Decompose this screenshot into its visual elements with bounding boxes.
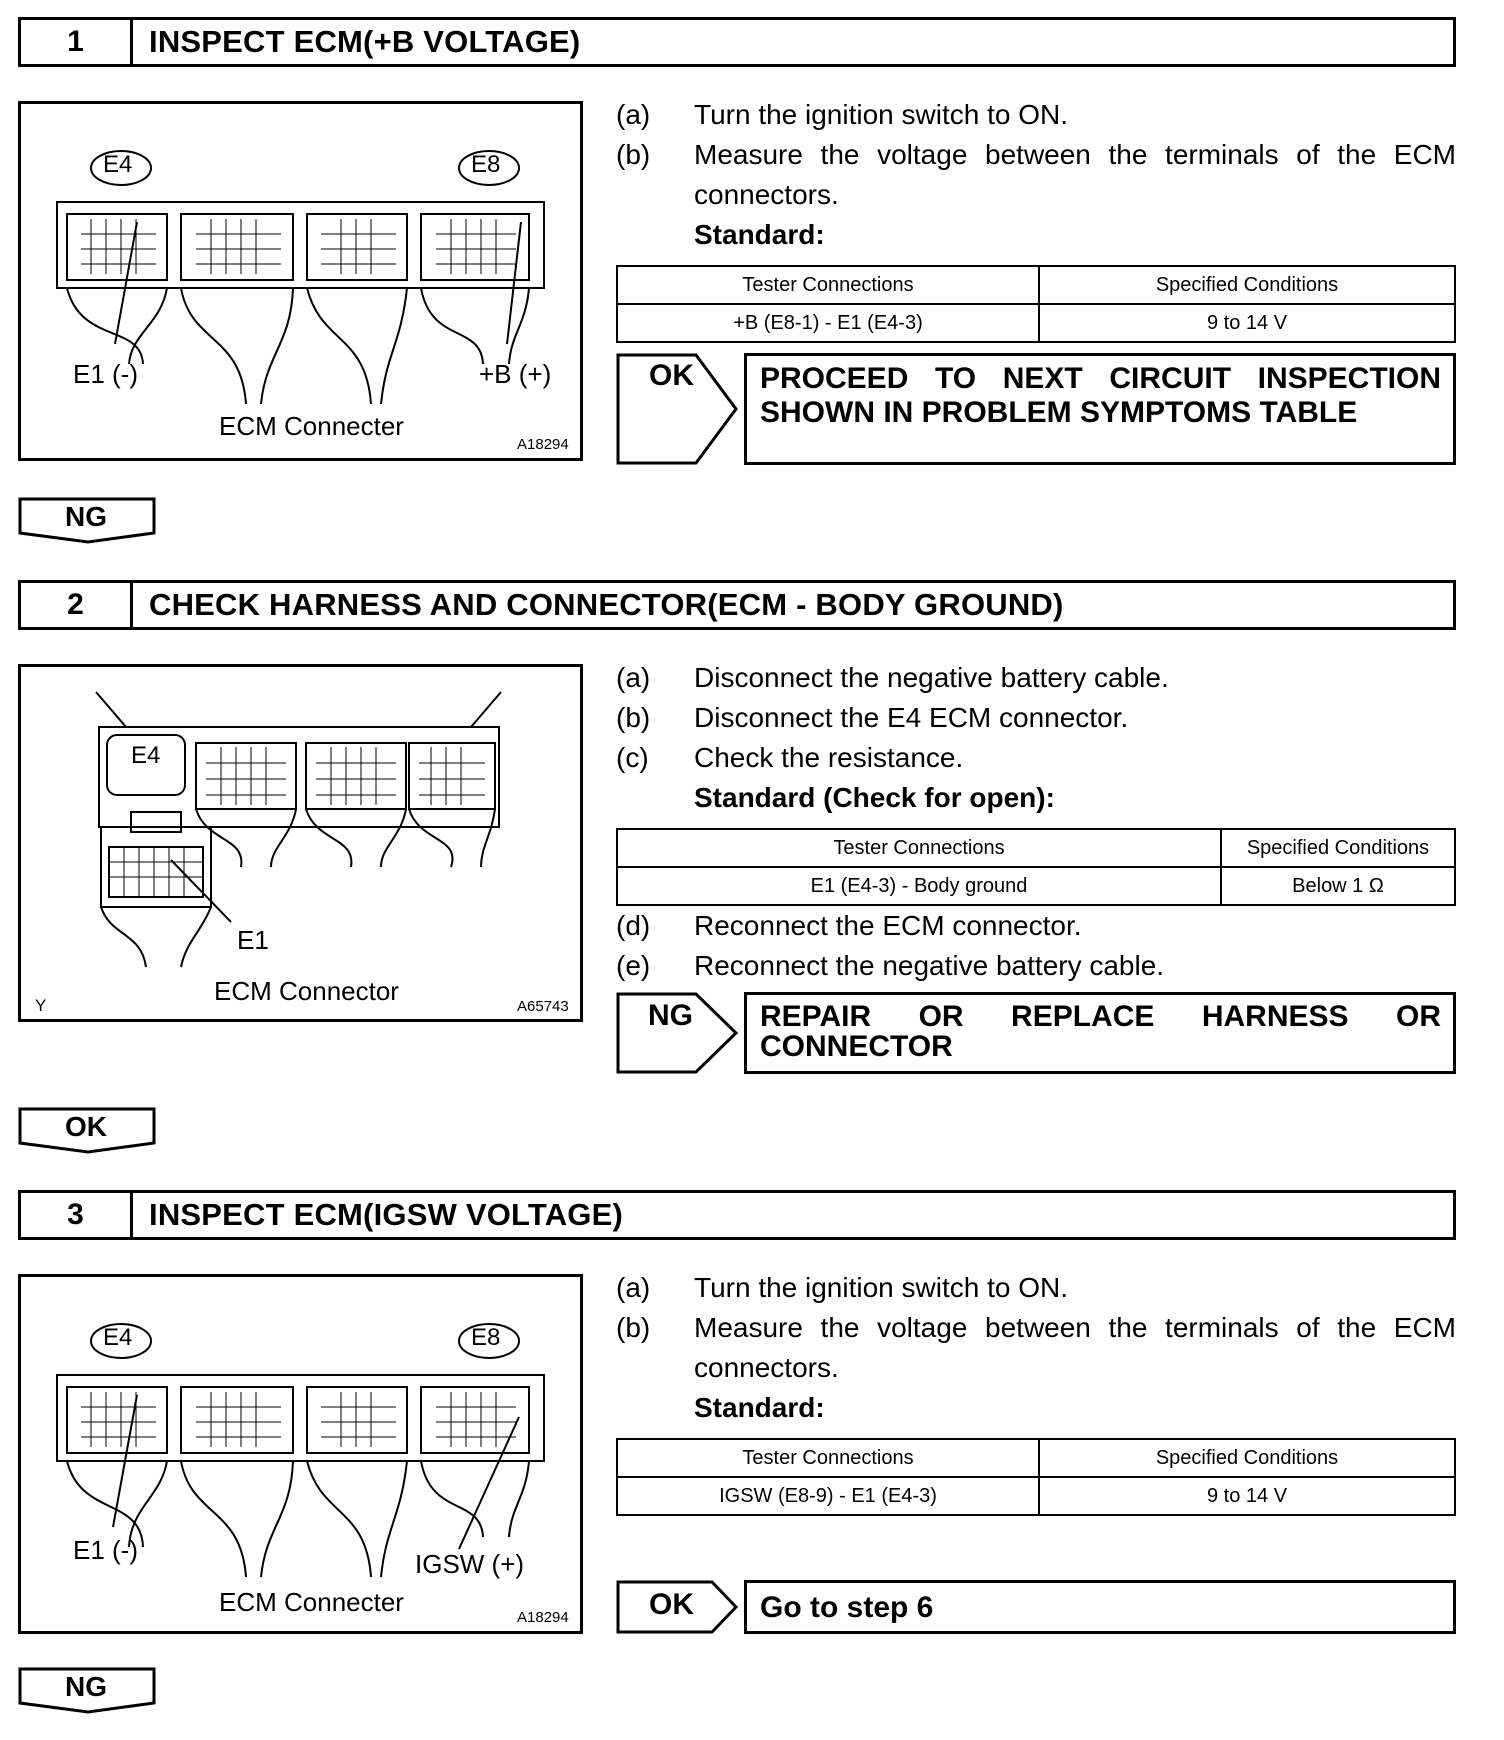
left-probe-label: E1 (-) [73, 1535, 138, 1565]
table-header: Tester Connections [617, 1439, 1039, 1477]
table-header: Tester Connections [617, 266, 1039, 304]
step-title: INSPECT ECM(+B VOLTAGE) [149, 24, 581, 59]
step-2-instruction-d: (d) Reconnect the ECM connector. [616, 910, 1082, 941]
figure-code: A65743 [517, 998, 569, 1015]
table-header: Tester Connections [617, 829, 1221, 867]
table-row [617, 867, 1455, 905]
result-box [744, 1580, 1456, 1634]
result-tag: OK [649, 359, 694, 392]
step-1-header [18, 17, 1456, 67]
standard-label: Standard: [694, 219, 825, 250]
spec-table [616, 265, 1456, 343]
table-row [617, 1477, 1455, 1515]
table-row [617, 304, 1455, 342]
result-tag: NG [648, 999, 693, 1032]
figure-caption: ECM Connector [214, 976, 399, 1006]
ecm-body-ground-diagram [21, 667, 586, 1025]
result-text-line1: PROCEED TO NEXT CIRCUIT INSPECTION [760, 362, 1441, 395]
flow-tag-label: OK [65, 1111, 107, 1142]
step-title: CHECK HARNESS AND CONNECTOR(ECM - BODY GROUND) [149, 587, 1064, 622]
result-text-line2: SHOWN IN PROBLEM SYMPTOMS TABLE [760, 396, 1358, 429]
result-text-line1: Go to step 6 [760, 1591, 934, 1624]
figure-code: A18294 [517, 1609, 569, 1626]
step-1-figure [18, 101, 583, 461]
step-2-ng-result [616, 992, 1456, 1074]
step-3-ok-result [616, 1580, 1456, 1634]
step-2-instruction-b: (b) Disconnect the E4 ECM connector. [616, 702, 1129, 733]
step-2-figure [18, 664, 583, 1022]
right-probe-label: +B (+) [479, 359, 552, 389]
figure-code: A18294 [517, 436, 569, 453]
spec-table [616, 828, 1456, 906]
table-cell: 9 to 14 V [1039, 304, 1455, 342]
step-3-instruction-b: (b) Measure the voltage between the terminals of the ECM connectors. [616, 1312, 1456, 1383]
step-title: INSPECT ECM(IGSW VOLTAGE) [149, 1197, 624, 1232]
standard-label: Standard: [694, 1392, 825, 1423]
table-cell: E1 (E4-3) - Body ground [617, 867, 1221, 905]
connector-label-e4: E4 [103, 151, 133, 178]
table-header-row [617, 829, 1455, 867]
left-probe-label: E1 (-) [73, 359, 138, 389]
flow-tag-label: NG [65, 1671, 107, 1702]
step-1-ng-flow-tag [18, 497, 158, 545]
table-cell: 9 to 14 V [1039, 1477, 1455, 1515]
step-number: 2 [21, 583, 133, 627]
connector-label-e4: E4 [131, 742, 161, 769]
right-probe-label: IGSW (+) [415, 1549, 525, 1579]
step-1-instruction-a: (a) Turn the ignition switch to ON. [616, 99, 1069, 130]
result-box [744, 992, 1456, 1074]
flow-tag-label: NG [65, 501, 107, 532]
figure-caption: ECM Connecter [219, 1587, 404, 1617]
step-1-ok-result [616, 353, 1456, 465]
figure-caption: ECM Connecter [219, 411, 404, 441]
step-3-ng-flow-tag [18, 1667, 158, 1715]
step-3-instruction-a: (a) Turn the ignition switch to ON. [616, 1272, 1069, 1303]
result-tag: OK [649, 1588, 694, 1621]
step-3-figure [18, 1274, 583, 1634]
step-number: 1 [21, 20, 133, 64]
step-2-ok-flow-tag [18, 1107, 158, 1155]
table-header: Specified Conditions [1039, 266, 1455, 304]
step-2-header [18, 580, 1456, 630]
step-2-instruction-a: (a) Disconnect the negative battery cable. [616, 662, 1169, 693]
probe-label: E1 [237, 925, 269, 955]
table-header: Specified Conditions [1039, 1439, 1455, 1477]
result-box [744, 353, 1456, 465]
figure-corner-mark: Y [35, 996, 47, 1015]
table-cell: IGSW (E8-9) - E1 (E4-3) [617, 1477, 1039, 1515]
connector-label-e8: E8 [471, 151, 501, 178]
connector-label-e4: E4 [103, 1324, 133, 1351]
step-2-instruction-e: (e) Reconnect the negative battery cable. [616, 950, 1165, 981]
spec-table [616, 1438, 1456, 1516]
table-cell: Below 1 Ω [1221, 867, 1455, 905]
table-header: Specified Conditions [1221, 829, 1455, 867]
step-3-header [18, 1190, 1456, 1240]
result-text-line2: CONNECTOR [760, 1030, 953, 1063]
step-1-instruction-b: (b) Measure the voltage between the terminals of the ECM connectors. [616, 139, 1456, 210]
result-text-line1: REPAIR OR REPLACE HARNESS OR [760, 1000, 1441, 1033]
table-header-row [617, 266, 1455, 304]
connector-label-e8: E8 [471, 1324, 501, 1351]
step-2-instruction-c: (c) Check the resistance. [616, 742, 964, 773]
standard-label: Standard (Check for open): [694, 782, 1055, 813]
table-cell: +B (E8-1) - E1 (E4-3) [617, 304, 1039, 342]
table-header-row [617, 1439, 1455, 1477]
step-number: 3 [21, 1193, 133, 1237]
